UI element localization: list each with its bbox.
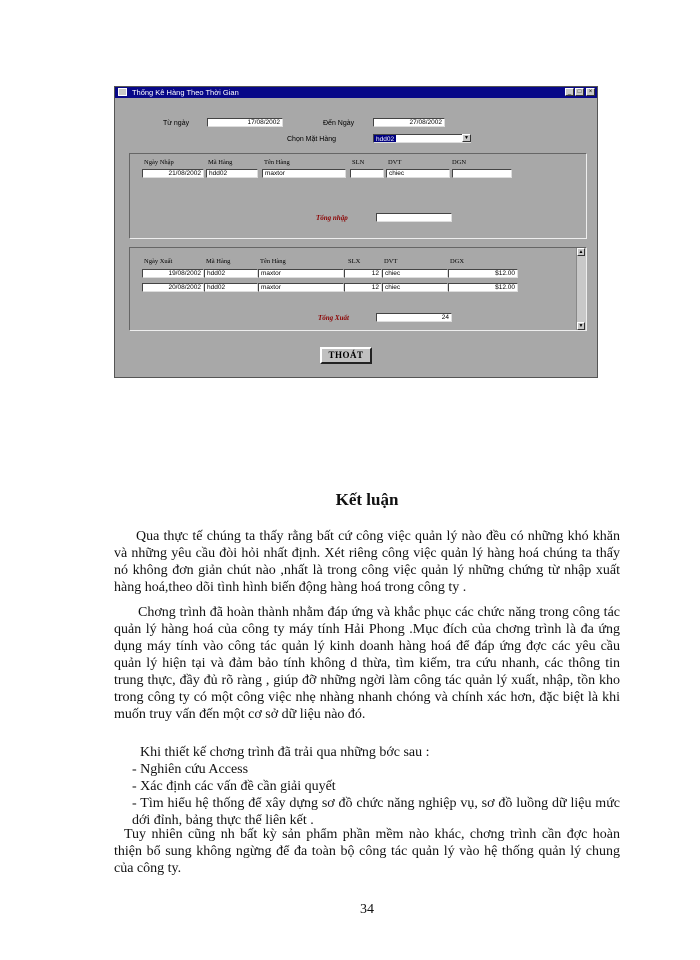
form-title: Thống Kê Hàng Theo Thời Gian (131, 88, 239, 97)
import-panel (129, 153, 587, 239)
to-date-input[interactable]: 27/08/2002 (373, 118, 445, 127)
export-row-1-unit[interactable]: chiec (382, 269, 448, 278)
import-header-date: Ngày Nhập (144, 159, 174, 166)
item-select-label: Chọn Mặt Hàng (287, 136, 337, 143)
item-select-value: hdd02 (376, 136, 395, 143)
item-select[interactable] (373, 134, 471, 143)
export-row-2-unit[interactable]: chiec (382, 283, 448, 292)
export-header-name: Tên Hàng (260, 258, 286, 265)
export-header-date: Ngày Xuất (144, 258, 173, 265)
import-header-qty: SLN (352, 159, 365, 166)
form-title-bar (115, 87, 597, 98)
import-row-unit[interactable]: chiec (386, 169, 450, 178)
export-row-1-name[interactable]: maxtor (258, 269, 344, 278)
steps-intro: Khi thiết kế chơng trình đã trải qua những bớc sau : (140, 745, 430, 760)
scroll-up-icon[interactable]: ▲ (578, 249, 584, 255)
export-row-2-name[interactable]: maxtor (258, 283, 344, 292)
close-button[interactable]: × (586, 88, 595, 96)
import-total-label: Tổng nhập (316, 214, 348, 222)
export-row-2-date[interactable]: 20/08/2002 (142, 283, 204, 292)
export-row-2-qty[interactable]: 12 (344, 283, 382, 292)
step-item-2: - Xác định các vấn đề cần giải quyết (132, 779, 336, 794)
paragraph-3: Tuy nhiên cũng nh bất kỳ sản phẩm phần mềm nào khác, chơng trình cần đợc hoàn thiện bổ sung không ngừng để đa toàn bộ công tác quản lý vào hệ thống quản lý chung của công ty. (114, 827, 620, 876)
export-row-1-qty[interactable]: 12 (344, 269, 382, 278)
scroll-down-icon[interactable]: ▼ (578, 323, 584, 329)
to-date-label: Đến Ngày (323, 120, 355, 127)
import-row-date[interactable]: 21/08/2002 (142, 169, 204, 178)
step-item-3: - Tìm hiểu hệ thống để xây dựng sơ đồ chức năng nghiệp vụ, sơ đồ luồng dữ liệu mức dới đỉnh, bảng thực thể liên kết . (132, 796, 620, 828)
page-number: 34 (360, 902, 374, 917)
import-row-code[interactable]: hdd02 (206, 169, 258, 178)
import-header-name: Tên Hàng (264, 159, 290, 166)
import-row-qty[interactable] (350, 169, 384, 178)
export-panel (129, 247, 587, 331)
chevron-down-icon[interactable]: ▼ (462, 134, 471, 142)
form-app-icon (118, 88, 127, 96)
from-date-input[interactable]: 17/08/2002 (207, 118, 283, 127)
from-date-label: Từ ngày (163, 120, 190, 127)
export-row-1-date[interactable]: 19/08/2002 (142, 269, 204, 278)
export-scrollbar[interactable] (576, 248, 586, 330)
import-row-name[interactable]: maxtor (262, 169, 346, 178)
export-header-code: Mã Hàng (206, 258, 231, 265)
import-total-field[interactable] (376, 213, 452, 222)
import-header-code: Mã Hàng (208, 159, 233, 166)
export-total-label: Tổng Xuất (318, 314, 349, 322)
export-header-qty: SLX (348, 258, 361, 265)
minimize-button[interactable]: _ (565, 88, 574, 96)
export-header-unit: DVT (384, 258, 398, 265)
report-form-window (114, 86, 598, 378)
import-header-price: DGN (452, 159, 467, 166)
export-row-1-code[interactable]: hdd02 (204, 269, 258, 278)
import-header-unit: DVT (388, 159, 402, 166)
exit-button[interactable]: THOÁT (320, 347, 372, 364)
step-item-1: - Nghiên cứu Access (132, 762, 249, 777)
export-row-2-price[interactable]: $12.00 (448, 283, 518, 292)
export-row-2-code[interactable]: hdd02 (204, 283, 258, 292)
import-row-price[interactable] (452, 169, 512, 178)
maximize-button[interactable]: □ (575, 88, 584, 96)
export-header-price: DGX (450, 258, 465, 265)
paragraph-1: Qua thực tế chúng ta thấy rằng bất cứ công việc quản lý nào đều có những khó khăn và những yêu cầu đòi hỏi nhất định. Xét riêng công việc quản lý hàng hoá chúng ta thấy nó không đơn giản chút nào ,nhất là trong công việc quản lý những chứng từ nhập xuất hàng hoá,theo dõi tình hình biến động hàng hoá trong công ty . (114, 529, 620, 595)
paragraph-2: Chơng trình đã hoàn thành nhằm đáp ứng và khắc phục các chức năng trong công tác quản lý hàng hoá của công ty máy tính Hải Phong .Mục đích của chơng trình là đa ứng dụng máy tính vào công tác quản lý kinh doanh hàng hoá để đáp ứng đợc các yêu cầu quản lý hiện tại và đảm bảo tính không d thừa, tìm kiếm, tra cứu nhanh, các thông tin trung thực, đầy đủ rõ ràng , giúp đỡ những ngời làm công tác quản lý xuất, nhập, tồn kho trong công ty có một công việc nhẹ nhàng nhanh chóng và chính xác hơn, đặc biệt là khi muốn truy vấn đến một cơ sở dữ liệu nào đó. (114, 605, 620, 722)
conclusion-heading: Kết luận (335, 490, 399, 509)
export-total-field[interactable]: 24 (376, 313, 452, 322)
export-row-1-price[interactable]: $12.00 (448, 269, 518, 278)
